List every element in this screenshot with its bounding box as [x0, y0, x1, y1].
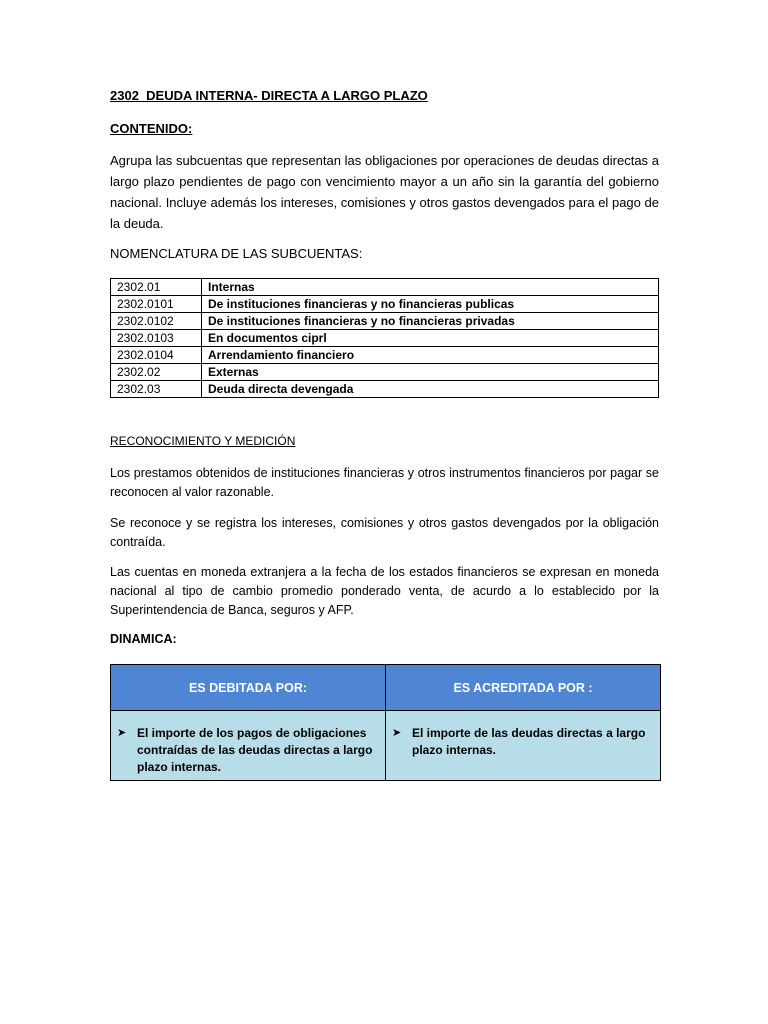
debit-header: ES DEBITADA POR: [111, 665, 386, 711]
subcuentas-table [110, 278, 659, 398]
reconocimiento-heading: RECONOCIMIENTO Y MEDICIÓN [110, 434, 296, 448]
reconocimiento-paragraph-3: Las cuentas en moneda extranjera a la fecha de los estados financieros se expresan en moneda nacional al tipo de cambio promedio ponderado venta, de acurdo a lo establecido por la Superintendencia de Banca, seguros y AFP. [110, 565, 659, 617]
subcuenta-description: De instituciones financieras y no financieras publicas [202, 296, 659, 313]
subcuenta-description: Arrendamiento financiero [202, 347, 659, 364]
subcuenta-description: Deuda directa devengada [202, 381, 659, 398]
dinamica-heading: DINAMICA: [110, 632, 177, 646]
subcuenta-code: 2302.03 [111, 381, 202, 398]
reconocimiento-paragraph-1: Los prestamos obtenidos de instituciones financieras y otros instrumentos financieros por pagar se reconocen al valor razonable. [110, 466, 659, 499]
subcuenta-code: 2302.0103 [111, 330, 202, 347]
subcuenta-code: 2302.0102 [111, 313, 202, 330]
contenido-paragraph: Agrupa las subcuentas que representan las obligaciones por operaciones de deudas directas a largo plazo pendientes de pago con vencimiento mayor a un año sin la garantía del gobierno nacional. Incluye además los intereses, comisiones y otros gastos devengados para el pago de la deuda. [110, 153, 659, 231]
table-row [111, 330, 659, 347]
credit-cell [386, 711, 661, 781]
table-row [111, 381, 659, 398]
arrow-bullet-icon: ➤ [117, 727, 127, 739]
debit-cell [111, 711, 386, 781]
table-row [111, 296, 659, 313]
contenido-heading: CONTENIDO: [110, 121, 193, 136]
table-row [111, 364, 659, 381]
subcuenta-code: 2302.02 [111, 364, 202, 381]
credit-header: ES ACREDITADA POR : [386, 665, 661, 711]
table-row [111, 279, 659, 296]
subcuenta-description: Externas [202, 364, 659, 381]
table-row [111, 347, 659, 364]
document-title: 2302 DEUDA INTERNA- DIRECTA A LARGO PLAZO [110, 88, 428, 103]
debit-item: El importe de los pagos de obligaciones contraídas de las deudas directas a largo plazo internas. [137, 726, 373, 774]
arrow-bullet-icon: ➤ [392, 727, 402, 739]
reconocimiento-paragraph-2: Se reconoce y se registra los intereses, comisiones y otros gastos devengados por la obligación contraída. [110, 516, 659, 549]
dinamica-table [110, 664, 661, 781]
subcuenta-description: En documentos ciprl [202, 330, 659, 347]
subcuenta-code: 2302.0104 [111, 347, 202, 364]
table-row [111, 313, 659, 330]
subcuenta-code: 2302.0101 [111, 296, 202, 313]
subcuenta-description: Internas [202, 279, 659, 296]
credit-item: El importe de las deudas directas a largo plazo internas. [412, 726, 646, 757]
subcuenta-description: De instituciones financieras y no financieras privadas [202, 313, 659, 330]
nomenclatura-heading: NOMENCLATURA DE LAS SUBCUENTAS: [110, 246, 363, 261]
subcuenta-code: 2302.01 [111, 279, 202, 296]
